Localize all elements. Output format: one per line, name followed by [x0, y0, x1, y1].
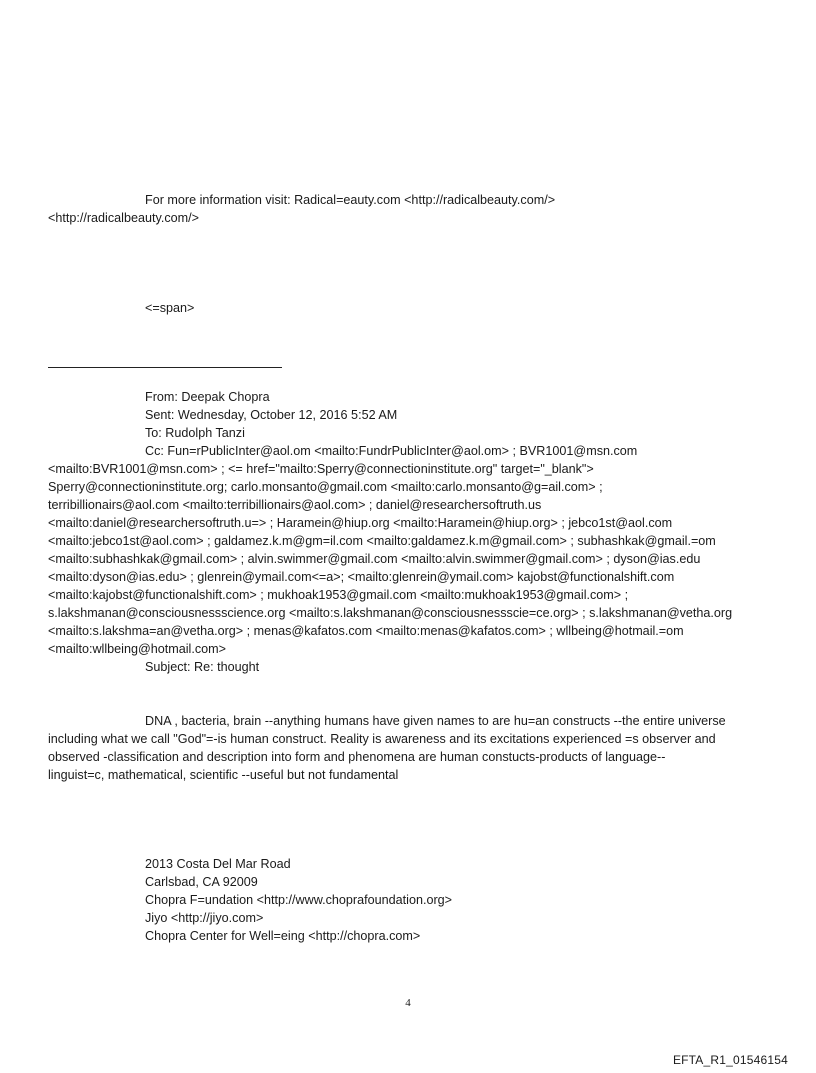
email-cc-line: terribillionairs@aol.com <mailto:terribillionairs@aol.com> ; daniel@researchersoftruth.us: [48, 498, 542, 512]
signature-jiyo-link: Jiyo <http://jiyo.com>: [145, 911, 264, 925]
email-cc-line: <mailto:wllbeing@hotmail.com>: [48, 642, 226, 656]
email-cc-line: <mailto:daniel@researchersoftruth.u=> ; Haramein@hiup.org <mailto:Haramein@hiup.org> ; jebco1st@aol.com: [48, 516, 673, 530]
signature-address: 2013 Costa Del Mar Road: [145, 857, 291, 871]
separator-rule: [48, 367, 282, 368]
body-line: linguist=c, mathematical, scientific --useful but not fundamental: [48, 768, 399, 782]
email-cc-line: <mailto:jebco1st@aol.com> ; galdamez.k.m@gm=il.com <mailto:galdamez.k.m@gmail.com> ; subhashkak@gmail.=om: [48, 534, 716, 548]
body-line: observed -classification and description into form and phenomena are human constucts-products of language--: [48, 750, 666, 764]
email-sent: Sent: Wednesday, October 12, 2016 5:52 AM: [145, 408, 398, 422]
email-cc-line: Cc: Fun=rPublicInter@aol.om <mailto:FundrPublicInter@aol.om> ; BVR1001@msn.com: [145, 444, 638, 458]
email-cc-line: <mailto:BVR1001@msn.com> ; <= href="mailto:Sperry@connectioninstitute.org" target="_blank">: [48, 462, 594, 476]
signature-center-link: Chopra Center for Well=eing <http://chopra.com>: [145, 929, 421, 943]
span-artifact: <=span>: [145, 301, 195, 315]
email-cc-line: <mailto:subhashkak@gmail.com> ; alvin.swimmer@gmail.com <mailto:alvin.swimmer@gmail.com> ; dyson@ias.edu: [48, 552, 701, 566]
info-line: For more information visit: Radical=eauty.com <http://radicalbeauty.com/>: [145, 193, 556, 207]
signature-city: Carlsbad, CA 92009: [145, 875, 258, 889]
email-cc-line: Sperry@connectioninstitute.org; carlo.monsanto@gmail.com <mailto:carlo.monsanto@g=ail.com> ;: [48, 480, 603, 494]
signature-foundation-link: Chopra F=undation <http://www.choprafoundation.org>: [145, 893, 453, 907]
email-cc-line: <mailto:dyson@ias.edu> ; glenrein@ymail.com<=a>; <mailto:glenrein@ymail.com> kajobst@functionalshift.com: [48, 570, 675, 584]
email-subject: Subject: Re: thought: [145, 660, 260, 674]
info-link-continuation: <http://radicalbeauty.com/>: [48, 211, 199, 225]
document-id: EFTA_R1_01546154: [672, 1053, 788, 1067]
email-to: To: Rudolph Tanzi: [145, 426, 245, 440]
email-cc-line: <mailto:kajobst@functionalshift.com> ; mukhoak1953@gmail.com <mailto:mukhoak1953@gmail.com> ;: [48, 588, 629, 602]
page-number: 4: [405, 997, 411, 1009]
body-line: including what we call "God"=-is human construct. Reality is awareness and its excitations experienced =s observer and: [48, 732, 716, 746]
email-from: From: Deepak Chopra: [145, 390, 270, 404]
body-line: DNA , bacteria, brain --anything humans have given names to are hu=an constructs --the entire universe: [145, 714, 726, 728]
email-cc-line: <mailto:s.lakshma=an@vetha.org> ; menas@kafatos.com <mailto:menas@kafatos.com> ; wllbeing@hotmail.=om: [48, 624, 684, 638]
email-cc-line: s.lakshmanan@consciousnessscience.org <mailto:s.lakshmanan@consciousnessscie=ce.org> ; s.lakshmanan@vetha.org: [48, 606, 733, 620]
